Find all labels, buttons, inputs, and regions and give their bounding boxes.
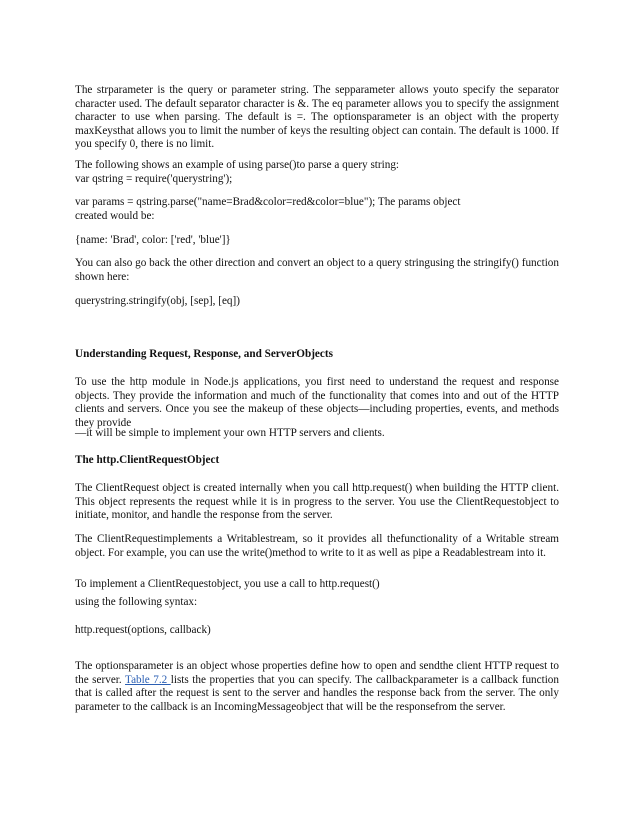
paragraph-writable-stream: The ClientRequestimplements a Writablestream, so it provides all thefunctionality of a Writable stream object. For example, you can use the write()method to write to it as well as pipe a Readablestream into it. bbox=[75, 533, 559, 559]
code-line-stringify: querystring.stringify(obj, [sep], [eq]) bbox=[75, 295, 240, 307]
paragraph-text-after-link: lists the properties that you can specify. The callbackparameter is a callback function that is called after the request is sent to the server and handles the response back from the server. The only parameter to the callback is an IncomingMessageobject that will be the responsefrom the server. bbox=[75, 673, 559, 713]
code-line-require: var qstring = require('querystring'); bbox=[75, 173, 233, 185]
paragraph-created-would-be: created would be: bbox=[75, 210, 155, 222]
paragraph-following-syntax: using the following syntax: bbox=[75, 596, 198, 608]
paragraph-stringify-intro: You can also go back the other direction and convert an object to a query stringusing the stringify() function shown here: bbox=[75, 257, 559, 283]
paragraph-text-before-link: The optionsparameter is an object whose properties define how to open and sendthe client HTTP request to the server. bbox=[75, 660, 559, 686]
paragraph-http-module-intro: To use the http module in Node.js applications, you first need to understand the request and response objects. They provide the information and much of the functionality that comes into and out of the HTTP clients and servers. Once you see the makeup of these objects—including properties, events, and methods they provide bbox=[75, 376, 559, 429]
code-line-http-request: http.request(options, callback) bbox=[75, 624, 211, 636]
section-heading-clientrequest: The http.ClientRequestObject bbox=[75, 454, 220, 466]
paragraph-querystring-params: The strparameter is the query or parameter string. The sepparameter allows youto specify the separator character used. The default separator character is &. The eq parameter allows you to specify the assignment character to use when parsing. The default is =. The optionsparameter is an object with the property maxKeysthat allows you to limit the number of keys the resulting object can contain. The default is 1000. If you specify 0, there is no limit. bbox=[75, 84, 559, 151]
paragraph-implement-clientrequest: To implement a ClientRequestobject, you use a call to http.request() bbox=[75, 578, 380, 590]
paragraph-clientrequest-description: The ClientRequest object is created internally when you call http.request() when building the HTTP client. This object represents the request while it is in progress to the server. You use the ClientRequestobject to initiate, monitor, and handle the response from the server. bbox=[75, 482, 559, 522]
paragraph-http-module-continuation: —it will be simple to implement your own HTTP servers and clients. bbox=[75, 427, 385, 439]
paragraph-parse-example-intro: The following shows an example of using parse()to parse a query string: bbox=[75, 159, 400, 171]
paragraph-options-callback bbox=[75, 660, 559, 714]
section-heading-request-response: Understanding Request, Response, and ServerObjects bbox=[75, 348, 333, 360]
code-line-object-result: {name: 'Brad', color: ['red', 'blue']} bbox=[75, 234, 231, 246]
table-7-2-link[interactable]: Table 7.2 bbox=[125, 673, 171, 686]
code-line-parse: var params = qstring.parse("name=Brad&color=red&color=blue"); The params object bbox=[75, 196, 461, 208]
